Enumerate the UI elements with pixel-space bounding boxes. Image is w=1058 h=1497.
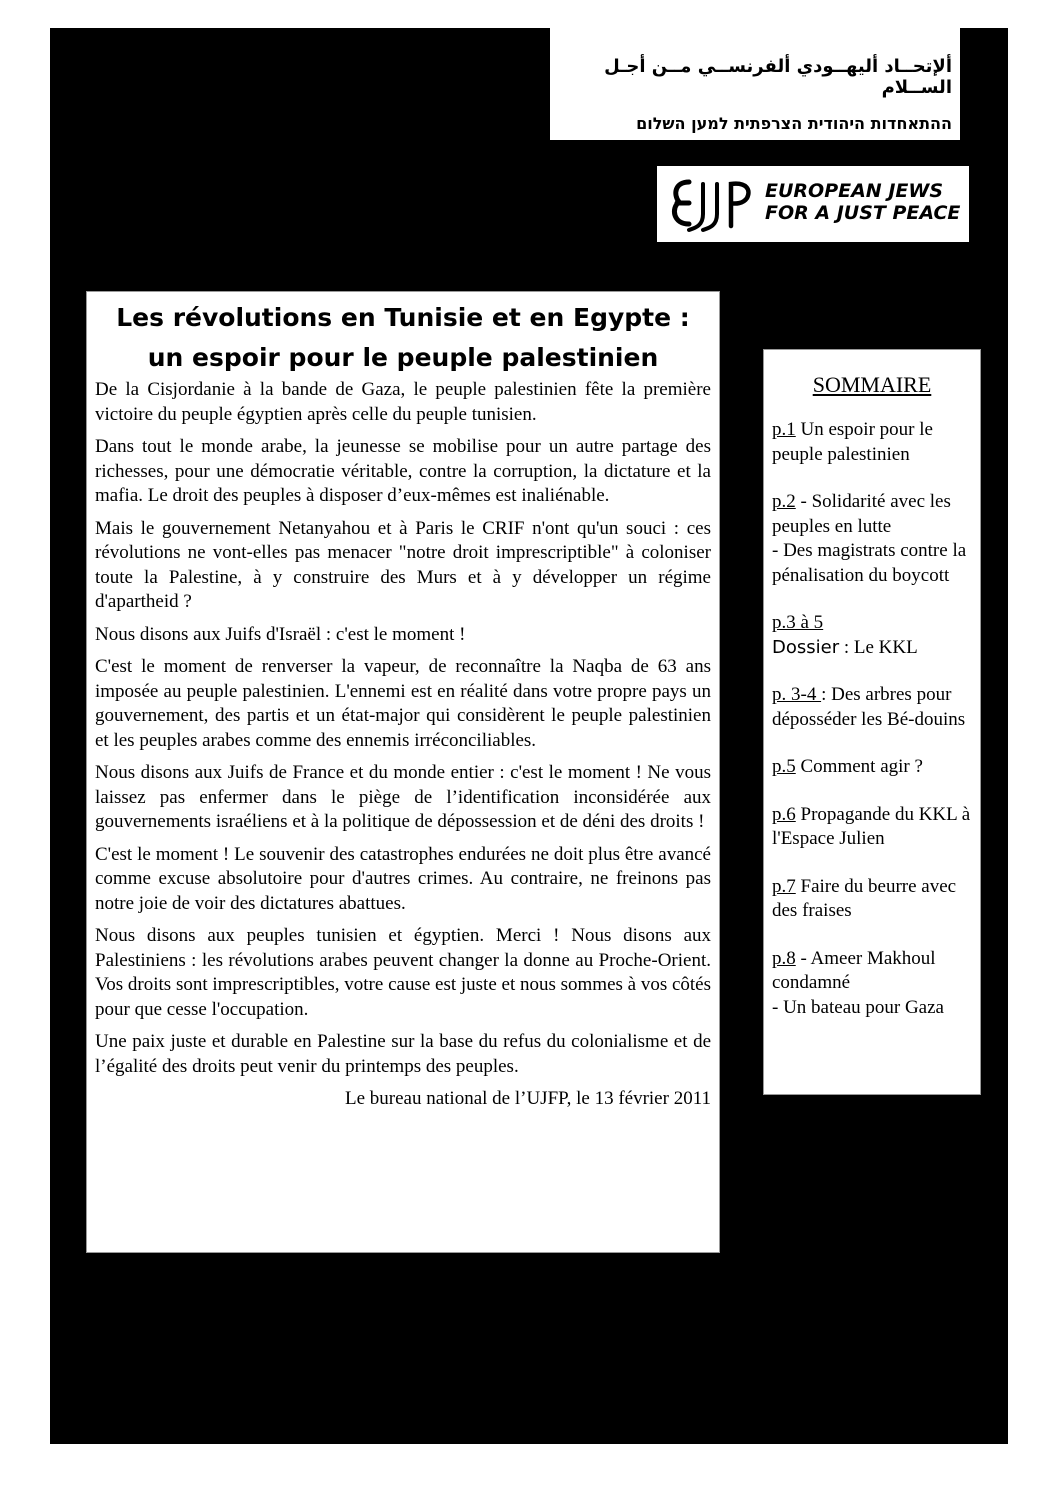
toc-entry-p6[interactable] (772, 803, 972, 852)
logo-line-2: FOR A JUST PEACE (765, 202, 961, 224)
toc-page-ref[interactable]: p.2 (772, 491, 796, 512)
toc-page-ref[interactable]: p. 3-4 (772, 684, 822, 705)
toc-page-ref[interactable]: p.3 à 5 (772, 612, 824, 633)
toc-entry-p8[interactable] (772, 947, 972, 1021)
article-paragraph: De la Cisjordanie à la bande de Gaza, le peuple palestinien fête la première victoire du peuple égyptien après celle du peuple tunisien. (95, 379, 711, 425)
article-paragraph: Une paix juste et durable en Palestine sur la base du refus du colonialisme et de l’égalité des droits peut venir du printemps des peuples. (95, 1031, 711, 1077)
article-title (95, 298, 711, 378)
table-of-contents (763, 349, 981, 1095)
toc-entry-text: : Le KKL (839, 636, 918, 658)
toc-entry-text: Propagande du KKL à l'Espace Julien (772, 803, 971, 849)
sommaire-title: SOMMAIRE (812, 372, 932, 397)
article-paragraph: Nous disons aux Juifs d'Israël : c'est le moment ! (95, 623, 466, 645)
header-hebrew-text: ההתאחדות היהודית הצרפתית למען השלום (636, 114, 952, 133)
article-title-line-2: un espoir pour le peuple palestinien (147, 343, 659, 372)
toc-entry-text: - Ameer Makhoul condamné (772, 947, 936, 993)
article-signature: Le bureau national de l’UJFP, le 13 février 2011 (344, 1088, 711, 1109)
toc-page-ref[interactable]: p.1 (772, 419, 796, 440)
header-arabic-text: ألإتحــاد أليهــودي ألفرنســي مــن أجـل الســلام (604, 56, 952, 98)
toc-entry-text: : Des arbres pour déposséder les Bé-douins (772, 684, 966, 730)
article-paragraph: Nous disons aux peuples tunisien et égyptien. Merci ! Nous disons aux Palestiniens : les révolutions arabes peuvent changer la donne au Proche-Orient. Vos droits sont imprescriptibles, votre cause est juste et nous sommes à vos côtés pour que cesse l'occupation. (95, 925, 712, 1020)
toc-entry-text: Faire du beurre avec des fraises (772, 875, 957, 921)
toc-entry-p7[interactable] (772, 875, 972, 924)
toc-entry-text: Un espoir pour le peuple palestinien (772, 419, 933, 465)
article-paragraph: Nous disons aux Juifs de France et du monde entier : c'est le moment ! Ne vous laissez pas enfermer dans le piège de l’identification inconsidérée aux gouvernements israéliens et à la politique de dépossession et de déni des droits ! (95, 762, 711, 832)
toc-entry-p2[interactable] (772, 490, 972, 588)
ejjp-logo (657, 166, 969, 242)
toc-entry-text-line-2: - Des magistrats contre la pénalisation du boycott (772, 540, 967, 586)
toc-entry-p3-5[interactable] (772, 611, 972, 660)
article-paragraph: C'est le moment ! Le souvenir des catastrophes endurées ne doit plus être avancé comme excuse absolutoire pour d'autres crimes. Au contraire, ne freinons pas notre joie de voir des dictatures abattues. (95, 843, 711, 914)
toc-entry-p5[interactable] (772, 755, 972, 780)
article-paragraph: C'est le moment de renverser la vapeur, de reconnaître la Naqba de 63 ans imposée au peuple palestinien. L'ennemi est en réalité dans votre propre pays un gouvernement, des partis et un état-major qui considèrent le peuple palestinien et les peuples arabes comme des ennemis irréconciliables. (95, 656, 711, 751)
header-banner (550, 28, 960, 140)
toc-entry-text-line-2: - Un bateau pour Gaza (772, 996, 944, 1018)
toc-page-ref[interactable]: p.7 (772, 875, 796, 897)
logo-line-1: EUROPEAN JEWS (765, 180, 944, 202)
article-paragraph: Dans tout le monde arabe, la jeunesse se mobilise pour un autre partage des richesses, pour une démocratie véritable, contre la corruption, la dictature et la mafia. Le droit des peuples à disposer d’eux-mêmes est inaliénable. (95, 436, 711, 506)
toc-entry-p3-4[interactable] (772, 683, 972, 732)
ejjp-logo-text (765, 180, 960, 224)
toc-dossier-label: Dossier (772, 636, 840, 658)
article-title-line-1: Les révolutions en Tunisie et en Egypte : (116, 303, 690, 332)
toc-entry-p1[interactable] (772, 418, 972, 467)
article-paragraph: Mais le gouvernement Netanyahou et à Paris le CRIF n'ont qu'un souci : ces révolutions ne vont-elles pas menacer "notre droit imprescriptible" à coloniser toute la Palestine, à y construire des Murs et à y développer un régime d'apartheid ? (95, 517, 711, 612)
ejjp-logo-icon (667, 174, 759, 234)
toc-page-ref[interactable]: p.6 (772, 803, 796, 825)
toc-entry-text: - Solidarité avec les peuples en lutte (772, 491, 951, 537)
main-article (86, 291, 720, 1253)
toc-page-ref[interactable]: p.8 (772, 947, 796, 969)
toc-page-ref[interactable]: p.5 (772, 756, 796, 777)
toc-entry-text: Comment agir ? (795, 756, 923, 777)
